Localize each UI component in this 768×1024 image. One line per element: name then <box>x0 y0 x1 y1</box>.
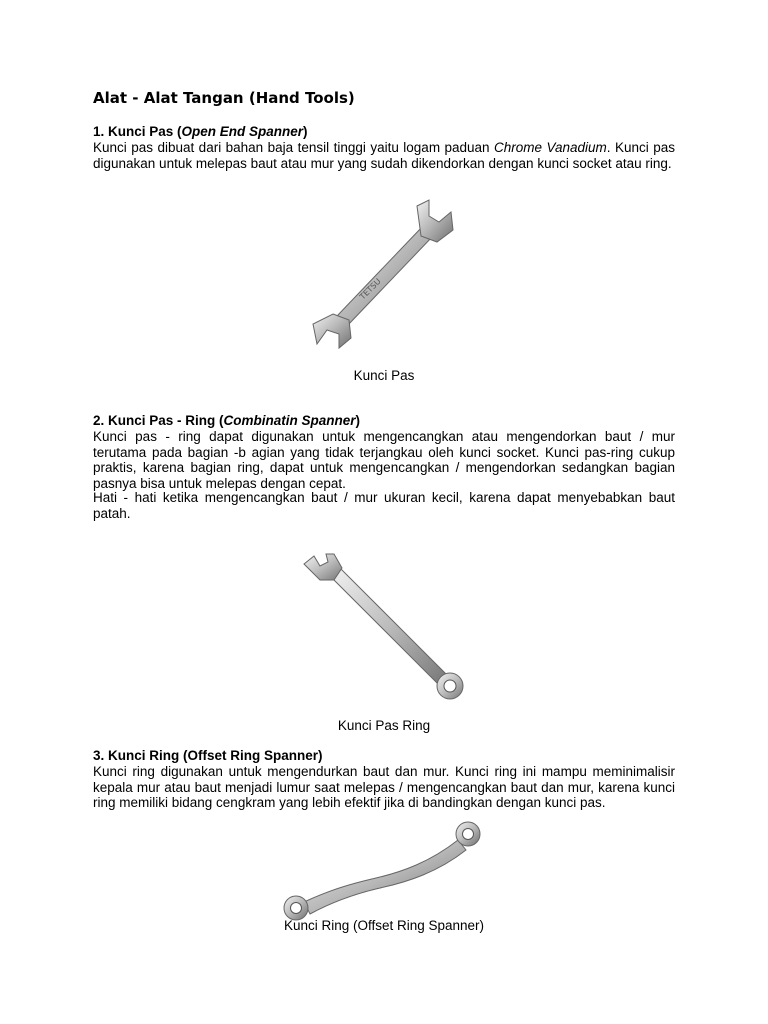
section-1-heading <box>93 124 308 140</box>
section-3-paragraph: Kunci ring digunakan untuk mengendurkan baut dan mur. Kunci ring ini mampu meminimalisir kepala mur atau baut menjadi lumur saat melepas / mengencangkan baut dan mur, karena kunci ring memiliki bidang cengkram yang lebih efektif jika di bandingkan dengan kunci pas. <box>93 764 675 811</box>
section-1-para-part-b: . Kunci pas digunakan untuk melepas baut atau mur yang sudah dikendorkan dengan kunci socket atau ring. <box>93 140 675 171</box>
figure-3-caption: Kunci Ring (Offset Ring Spanner) <box>283 918 485 933</box>
section-1-heading-italic: Open End Spanner <box>181 124 304 139</box>
figure-2-caption: Kunci Pas Ring <box>337 718 431 733</box>
section-2-heading-prefix: 2. Kunci Pas - Ring ( <box>93 413 224 428</box>
section-3-heading: 3. Kunci Ring (Offset Ring Spanner) <box>93 748 323 763</box>
section-2-heading-italic: Combinatin Spanner <box>223 413 356 428</box>
wrench-engraving: TETSU <box>358 276 383 302</box>
section-1-para-part-a: Kunci pas dibuat dari bahan baja tensil tinggi yaitu logam paduan <box>93 140 495 155</box>
figure-1-caption: Kunci Pas <box>353 368 415 383</box>
section-1-heading-suffix: ) <box>303 124 308 139</box>
section-2-heading <box>93 413 360 429</box>
offset-ring-spanner-image <box>280 820 485 922</box>
open-end-spanner-image <box>305 198 465 358</box>
combination-spanner-image <box>298 548 473 708</box>
section-2-paragraph-1: Kunci pas - ring dapat digunakan untuk mengencangkan atau mengendorkan baut / mur terutama pada bagian -b agian yang tidak terjangkau oleh kunci socket. Kunci pas-ring cukup praktis, karena bagian ring, dapat untuk mengencangkan / mengendorkan sedangkan bagian pasnya bisa untuk melepas dengan cepat. <box>93 429 675 491</box>
page-title: Alat - Alat Tangan (Hand Tools) <box>93 89 355 107</box>
section-1-para-italic: Chrome Vanadium <box>494 140 607 155</box>
section-2-heading-suffix: ) <box>355 413 361 428</box>
section-1-paragraph <box>93 140 675 171</box>
section-2-paragraph-2: Hati - hati ketika mengencangkan baut / mur ukuran kecil, karena dapat menyebabkan baut patah. <box>93 490 675 521</box>
section-1-heading-prefix: 1. Kunci Pas ( <box>93 124 182 139</box>
